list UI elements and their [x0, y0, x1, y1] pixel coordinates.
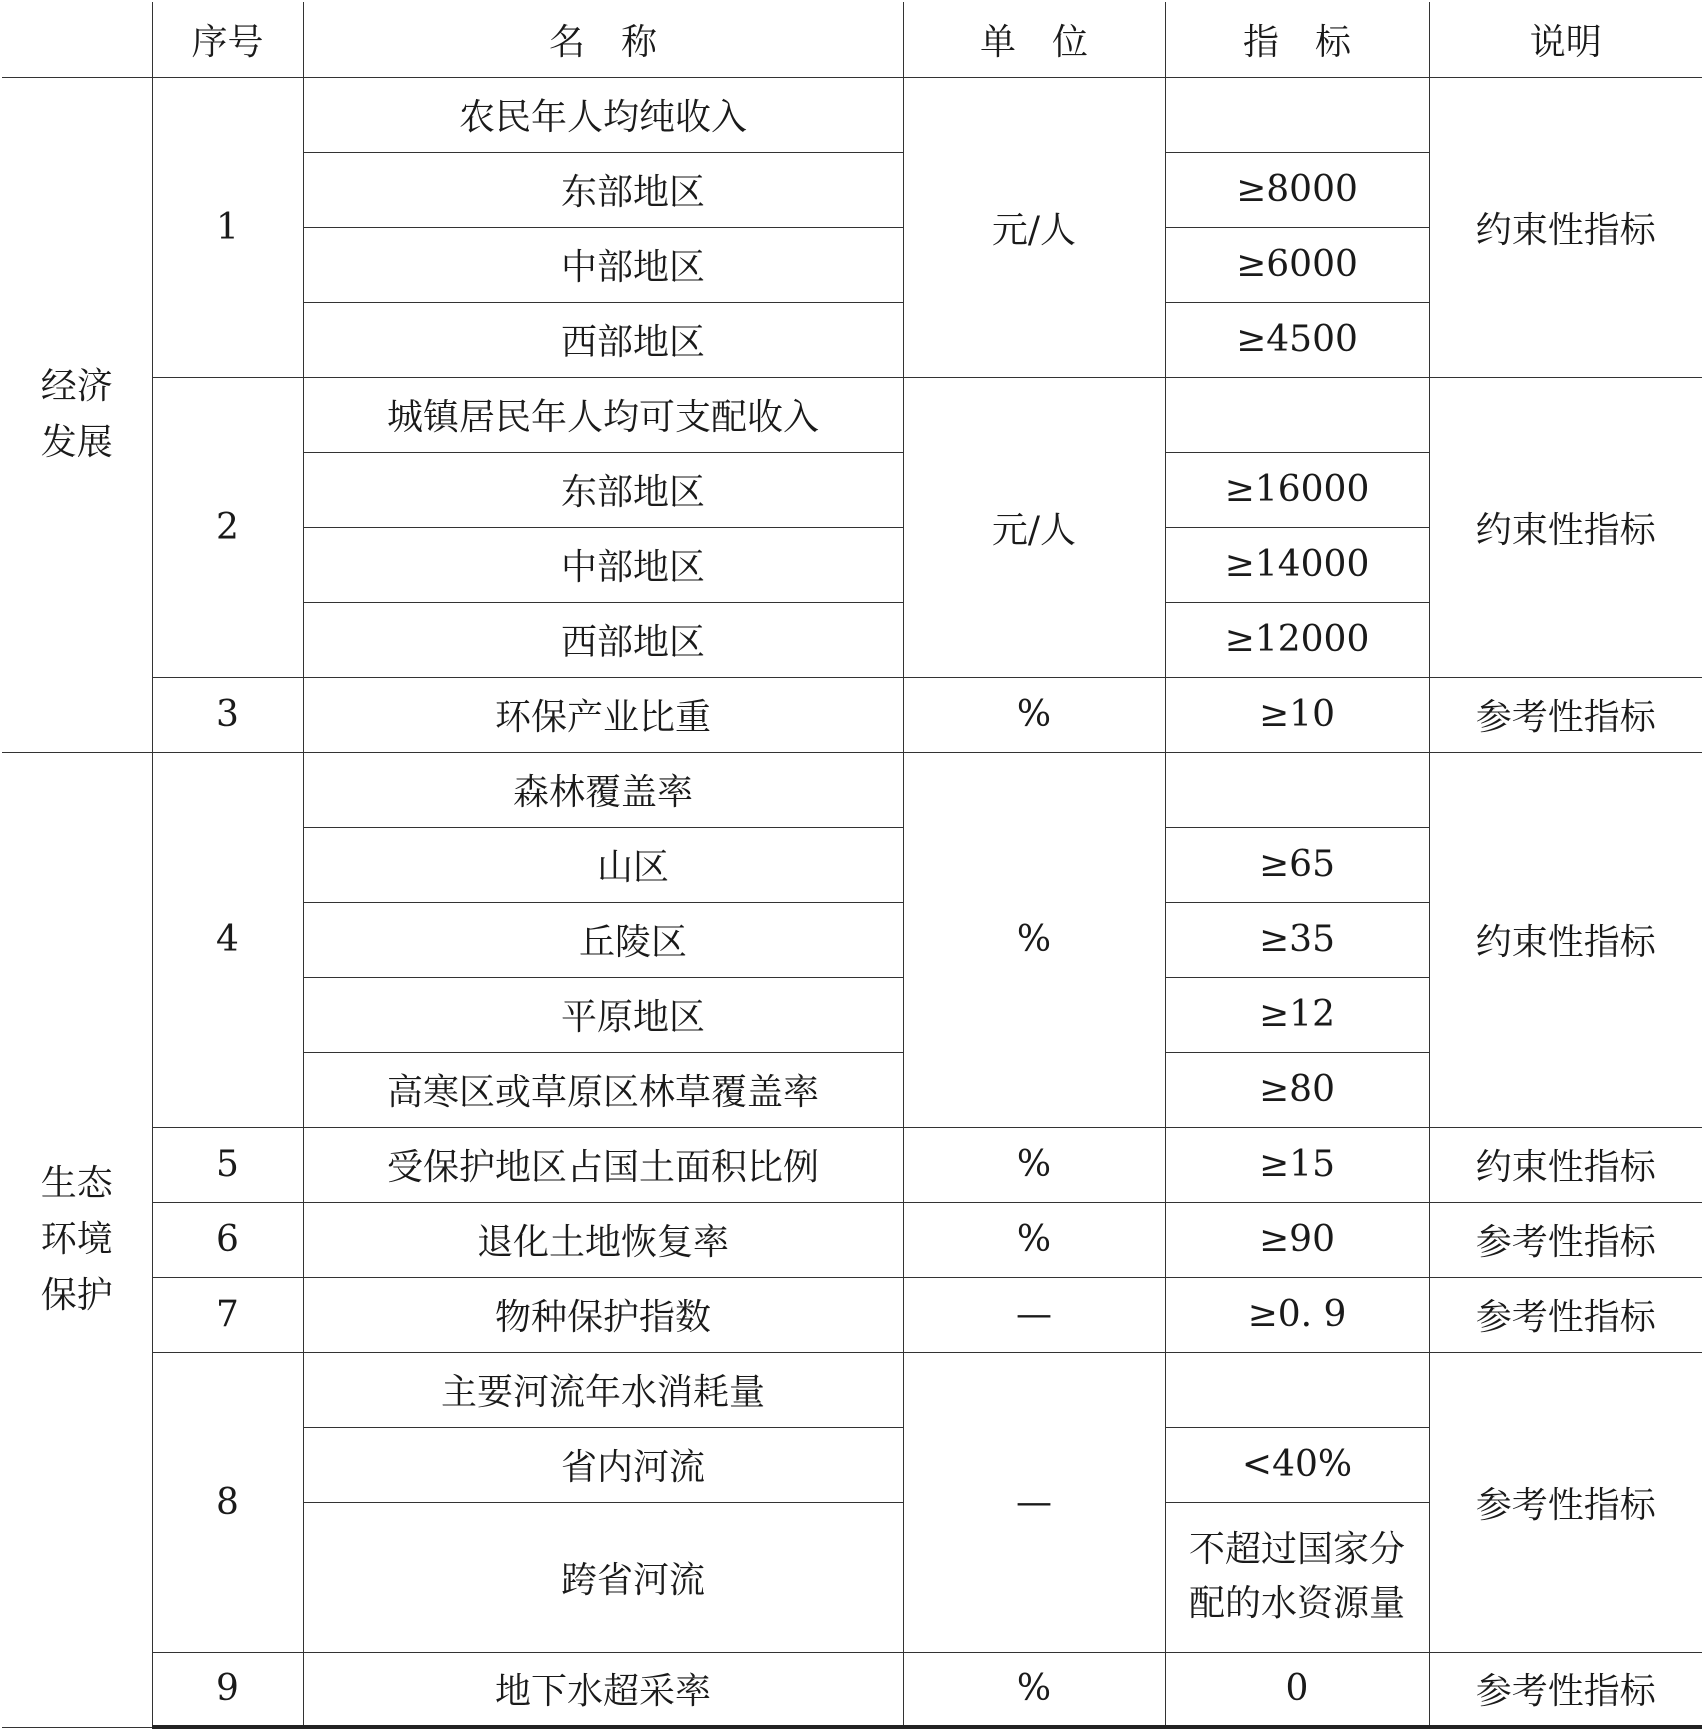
- note-cell: 参考性指标: [1429, 1352, 1702, 1652]
- indicator-name: 中部地区: [303, 527, 903, 602]
- target-cell: ≥12: [1165, 977, 1429, 1052]
- note-cell: 参考性指标: [1429, 1202, 1702, 1277]
- table-row: [2, 1127, 1702, 1202]
- unit-cell: %: [903, 1652, 1165, 1727]
- target-cell: [1165, 377, 1429, 452]
- indicator-name: 受保护地区占国土面积比例: [303, 1127, 903, 1202]
- indicator-table: [2, 2, 1702, 1729]
- row-index: 6: [152, 1202, 303, 1277]
- row-index: 7: [152, 1277, 303, 1352]
- row-index: 9: [152, 1652, 303, 1727]
- indicator-name: 丘陵区: [303, 902, 903, 977]
- category-economic: 经济 发展: [2, 77, 152, 752]
- indicator-name: 西部地区: [303, 302, 903, 377]
- note-cell: 约束性指标: [1429, 377, 1702, 677]
- note-cell: 参考性指标: [1429, 1652, 1702, 1727]
- row-index: 5: [152, 1127, 303, 1202]
- table-row: [2, 752, 1702, 827]
- indicator-name: 西部地区: [303, 602, 903, 677]
- table-row: [2, 1652, 1702, 1727]
- target-cell: ≥8000: [1165, 152, 1429, 227]
- target-cell: ≥0. 9: [1165, 1277, 1429, 1352]
- header-index: 序号: [152, 2, 303, 77]
- indicator-name: 东部地区: [303, 452, 903, 527]
- indicator-name: 东部地区: [303, 152, 903, 227]
- unit-cell: %: [903, 1127, 1165, 1202]
- unit-cell: %: [903, 752, 1165, 1127]
- target-cell: ≥14000: [1165, 527, 1429, 602]
- indicator-name: 高寒区或草原区林草覆盖率: [303, 1052, 903, 1127]
- target-cell: ≥15: [1165, 1127, 1429, 1202]
- target-cell: ≥65: [1165, 827, 1429, 902]
- indicator-name: 物种保护指数: [303, 1277, 903, 1352]
- table-row: [2, 1202, 1702, 1277]
- indicator-name: 中部地区: [303, 227, 903, 302]
- target-cell: [1165, 77, 1429, 152]
- header-target: 指 标: [1165, 2, 1429, 77]
- unit-cell: %: [903, 1202, 1165, 1277]
- unit-cell: —: [903, 1277, 1165, 1352]
- note-cell: 约束性指标: [1429, 1127, 1702, 1202]
- target-cell: ≥12000: [1165, 602, 1429, 677]
- category-ecology: 生态 环境 保护: [2, 752, 152, 1727]
- target-cell: ≥90: [1165, 1202, 1429, 1277]
- target-cell: ≥6000: [1165, 227, 1429, 302]
- table-header: [2, 2, 1702, 77]
- indicator-name: 山区: [303, 827, 903, 902]
- indicator-name: 省内河流: [303, 1427, 903, 1502]
- unit-cell: 元/人: [903, 77, 1165, 377]
- target-cell: ≥10: [1165, 677, 1429, 752]
- indicator-name: 主要河流年水消耗量: [303, 1352, 903, 1427]
- row-index: 1: [152, 77, 303, 377]
- table-row: [2, 77, 1702, 152]
- table-body: [2, 77, 1702, 1727]
- table-row: [2, 1352, 1702, 1427]
- indicator-name: 跨省河流: [303, 1502, 903, 1652]
- note-cell: 参考性指标: [1429, 1277, 1702, 1352]
- target-cell: <40%: [1165, 1427, 1429, 1502]
- indicator-name: 农民年人均纯收入: [303, 77, 903, 152]
- target-cell: [1165, 752, 1429, 827]
- header-note: 说明: [1429, 2, 1702, 77]
- table-row: [2, 677, 1702, 752]
- target-cell: ≥4500: [1165, 302, 1429, 377]
- indicator-name: 环保产业比重: [303, 677, 903, 752]
- row-index: 2: [152, 377, 303, 677]
- row-index: 4: [152, 752, 303, 1127]
- header-unit: 单 位: [903, 2, 1165, 77]
- unit-cell: %: [903, 677, 1165, 752]
- indicator-name: 森林覆盖率: [303, 752, 903, 827]
- indicator-name: 平原地区: [303, 977, 903, 1052]
- note-cell: 约束性指标: [1429, 77, 1702, 377]
- indicator-name: 地下水超采率: [303, 1652, 903, 1727]
- table-row: [2, 1277, 1702, 1352]
- target-cell: ≥16000: [1165, 452, 1429, 527]
- row-index: 8: [152, 1352, 303, 1652]
- target-cell: [1165, 1352, 1429, 1427]
- header-name: 名 称: [303, 2, 903, 77]
- table-row: [2, 377, 1702, 452]
- target-cell: ≥80: [1165, 1052, 1429, 1127]
- header-category: [2, 2, 152, 77]
- target-cell: 0: [1165, 1652, 1429, 1727]
- target-cell: 不超过国家分 配的水资源量: [1165, 1502, 1429, 1652]
- note-cell: 约束性指标: [1429, 752, 1702, 1127]
- unit-cell: —: [903, 1352, 1165, 1652]
- target-cell: ≥35: [1165, 902, 1429, 977]
- indicator-name: 退化土地恢复率: [303, 1202, 903, 1277]
- row-index: 3: [152, 677, 303, 752]
- note-cell: 参考性指标: [1429, 677, 1702, 752]
- unit-cell: 元/人: [903, 377, 1165, 677]
- indicator-name: 城镇居民年人均可支配收入: [303, 377, 903, 452]
